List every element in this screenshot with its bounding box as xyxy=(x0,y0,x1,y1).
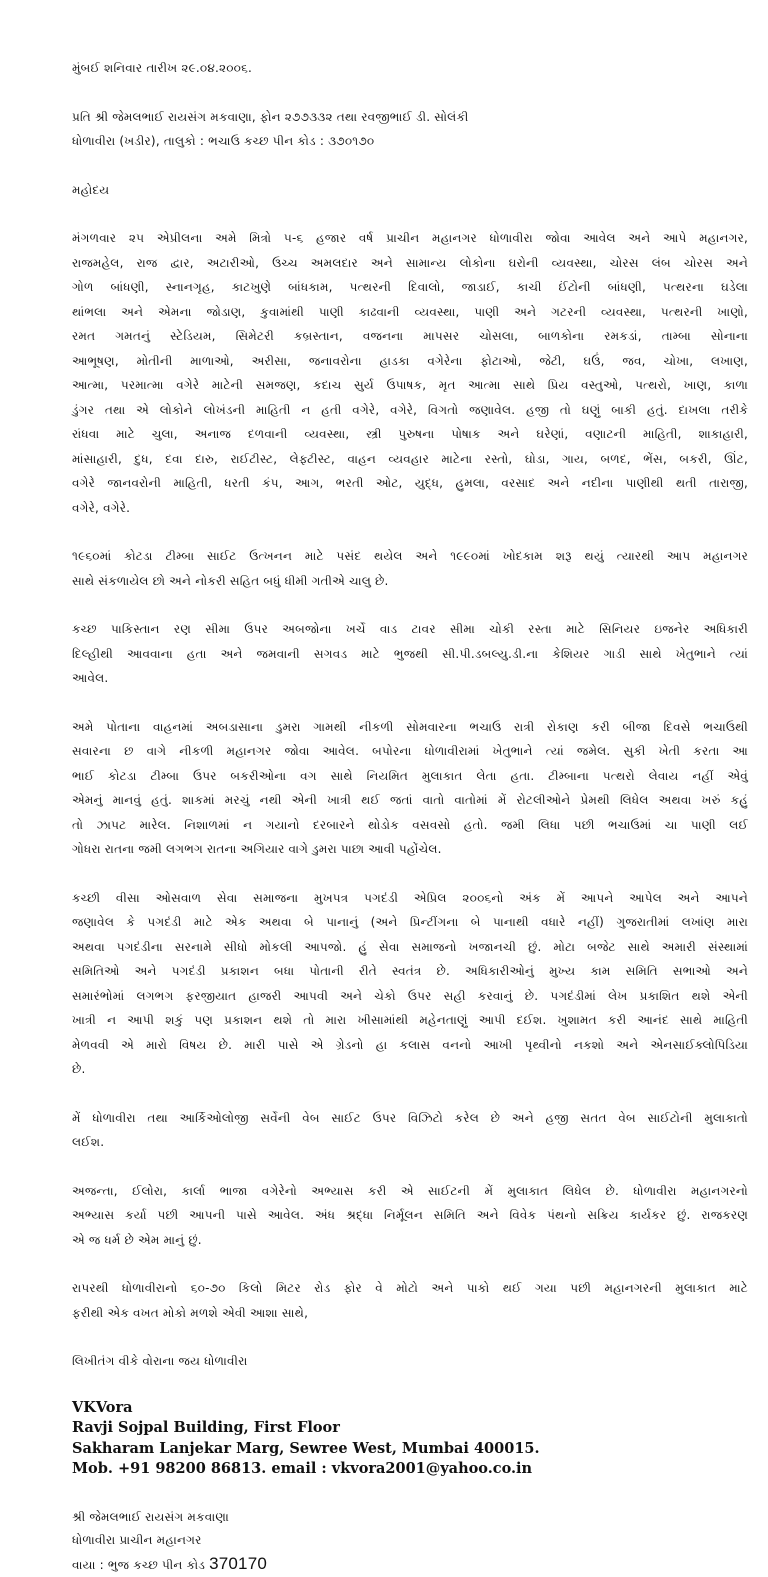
body-paragraph xyxy=(72,886,748,1082)
paragraph-line: ૧૯૬૦માં કોટડા ટીમ્બા સાઈટ ઉત્ખનન માટે પસંદ થયેલ અને ૧૯૯૦માં ખોદકામ શરૂ થયું ત્યારથી આપ મહાનગર xyxy=(72,549,748,563)
address-line: ધોળાવીરા પ્રાચીન મહાનગર xyxy=(72,1532,202,1547)
signature-contact: Mob. +91 98200 86813. email : vkvora2001@yahoo.co.in xyxy=(72,1460,533,1477)
paragraph-line: દિલ્હીથી આવવાના હતા અને જમવાની સગવડ માટે ભુજથી સી.પી.ડબલ્યુ.ડી.ના કેશિયર ગાડી સાથે ખેતુભાને ત્યાં xyxy=(72,646,748,661)
paragraph-line: થાંભલા અને એમના જોડાણ, કુવામાંથી પાણી કાઢવાની વ્યવસ્થા, પાણી અને ગટરની વ્યવસ્થા, પત્થરની ખાણો, xyxy=(72,304,748,319)
paragraph-line: એ જ ધર્મ છે એમ માનું છું. xyxy=(72,1232,202,1247)
paragraph-line: જણાવેલ કે પગદંડી માટે એક અથવા બે પાનાનું (અને પ્રિન્ટીંગના બે પાનાથી વધારે નહીં) ગુજરાતીમાં લખાંણ મારા xyxy=(72,915,748,929)
paragraph-line: રાપરથી ધોળાવીરાનો ૬૦-૭૦ કિલો મિટર રોડ ફોર વે મોટો અને પાકો થઈ ગયા પછી મહાનગરની મુલાકાત માટે xyxy=(72,1281,748,1295)
recipient-block xyxy=(72,105,748,154)
paragraph-line: ખાત્રી ન આપી શકું પણ પ્રકાશન થશે તો મારા ખીસામાંથી મહેનતાણું આપી દઈશ. ખુશામત કરી આનંદ સાથે માહિતી xyxy=(72,1013,748,1027)
closing-text: લિખીતંગ વીકે વોરાના જય ધોળાવીરા xyxy=(72,1354,248,1368)
paragraph-line: ગોળ બાંધણી, સ્નાનગૃહ, કાટખુણે બાંધકામ, પત્થરની દિવાલો, જાડાઈ, કાચી ઈંટોની બાંધણી, પત્થરના ઘડેલા xyxy=(72,280,748,294)
paragraph-line: લઈશ. xyxy=(72,1135,105,1149)
body-paragraph xyxy=(72,1179,748,1253)
paragraph-line: સાથે સંકળાયેલ છો અને નોકરી સહિત બધું ધીમી ગતીએ ચાલુ છે. xyxy=(72,573,389,588)
paragraph-line: ફરીથી એક વખત મોકો મળશે એવી આશા સાથે, xyxy=(72,1305,309,1320)
paragraph-line: તો ઝાપટ મારેલ. નિશાળમાં ન ગયાનો દરબારને થોડોક વસવસો હતો. જમી લિધા પછી ભચાઉમાં ચા પાણી લઈ xyxy=(72,817,748,832)
paragraph-line: છે. xyxy=(72,1062,86,1076)
paragraph-line: રમત ગમતનું સ્ટેડિયમ, સિમેટરી કબ્રસ્તાન, વજનના માપસર ચોસલા, બાળકોના રમકડાં, તામ્બા સોનાના xyxy=(72,329,748,343)
address-pin-label: વાયા : ભુજ કચ્છ પીન કોડ xyxy=(72,1557,206,1572)
letter-body xyxy=(72,226,748,1325)
salutation-text: મહોદય xyxy=(72,182,110,197)
body-paragraph xyxy=(72,1106,748,1155)
pin-code: 370170 xyxy=(209,1553,268,1573)
paragraph-line: આવેલ. xyxy=(72,671,109,685)
paragraph-line: અથવા પગદંડીના સરનામે સીધો મોકલી આપજો. હું સેવા સમાજનો ખજાનચી છું. મોટા બજેટ સાથે અમારી સંસ્થામાં xyxy=(72,939,748,954)
signature-block xyxy=(72,1398,748,1480)
paragraph-line: મેં ધોળાવીરા તથા આર્કિઓલોજી સર્વેની વેબ સાઈટ ઉપર વિઝિટો કરેલ છે અને હજી સતત વેબ સાઈટોની મુલાકાતો xyxy=(72,1110,748,1125)
recipient-line: પ્રતિ શ્રી જેમલભાઈ રાયસંગ મકવાણા, ફોન ૨૭૭૩૩૨ તથા રવજીભાઈ ડી. સોલંકી xyxy=(72,109,469,124)
paragraph-line: સવારના છ વાગે નીકળી મહાનગર જોવા આવેલ. બપોરના ધોળાવીરામાં ખેતુભાને ત્યાં જમેલ. સુકી ખેતી કરતા આ xyxy=(72,744,748,758)
paragraph-line: મંગળવાર ૨૫ એપ્રીલના અમે મિત્રો ૫-૬ હજાર વર્ષ પ્રાચીન મહાનગર ધોળાવીરા જોવા આવેલ અને આપે મહાનગર, xyxy=(72,231,748,245)
paragraph-line: અભ્યાસ કર્યા પછી આપની પાસે આવેલ. અંધ શ્રદ્ધા નિર્મૂલન સમિતિ અને વિવેક પંથનો સક્રિય કાર્યકર છું. રાજકરણ xyxy=(72,1208,748,1222)
paragraph-line: સમારંભોમાં લગભગ ફરજીયાત હાજરી આપવી અને ચેકો ઉપર સહી કરવાનું છે. પગદંડીમાં લેખ પ્રકાશિત થશે એની xyxy=(72,988,748,1003)
body-paragraph xyxy=(72,617,748,691)
paragraph-line: ગોધરા રાતના જમી લગભગ રાતના અગિયાર વાગે ડુમરા પાછા આવી પહોંચેલ. xyxy=(72,842,442,856)
paragraph-line: ડુંગર તથા એ લોકોને લોખંડની માહિતી ન હતી વગેરે, વગેરે, વિગતો જણાવેલ. હજી તો ઘણું બાકી હતું. દાખલા તરીકે xyxy=(72,402,748,417)
signature-street: Sakharam Lanjekar Marg, Sewree West, Mumbai 400015. xyxy=(72,1439,540,1457)
paragraph-line: અમે પોતાના વાહનમાં અબડાસાના ડુમરા ગામથી નીકળી સોમવારના ભચાઉ રાત્રી રોકાણ કરી બીજા દિવસે ભચાઉથી xyxy=(72,719,748,734)
postal-address-block xyxy=(72,1506,748,1577)
paragraph-line: માંસાહારી, દુધ, દવા દારુ, રાઈટીસ્ટ, લેફ્ટીસ્ટ, વાહન વ્યવહાર માટેના રસ્તો, ઘોડા, ગાય, બળદ, ભેંસ, બકરી, ઊંટ, xyxy=(72,451,748,466)
paragraph-line: સમિતિઓ અને પગદંડી પ્રકાશન બધા પોતાની રીતે સ્વતંત્ર છે. અધિકારીઓનું મુખ્ય કામ સમિતિ સભાઓ અને xyxy=(72,964,748,978)
paragraph-line: વગેરે, વગેરે. xyxy=(72,500,131,515)
paragraph-line: આત્મા, પરમાત્મા વગેરે માટેની સમજણ, કદાચ સુર્ય ઉપાષક, મૃત આત્મા સાથે પ્રિય વસ્તુઓ, પત્થરો, ખાણ, કાળા xyxy=(72,378,748,392)
paragraph-line: આભૂષણ, મોતીની માળાઓ, અરીસા, જનાવરોના હાડકા વગેરેના ફોટાઓ, જેટી, ઘઉં, જવ, ચોખા, લખાણ, xyxy=(72,353,748,368)
paragraph-line: એમનું માનવું હતું. શાકમાં મરચું નથી એની ખાત્રી થઈ જતાં વાતો વાતોમાં મેં રોટલીઓને પ્રેમથી લિધેલ અથવા ખરું કહું xyxy=(72,793,748,807)
body-paragraph xyxy=(72,226,748,520)
salutation xyxy=(72,178,748,203)
paragraph-line: અજન્તા, ઈલોરા, કાર્લા ભાજા વગેરેનો અભ્યાસ કરી એ સાઈટની મેં મુલાકાત લિધેલ છે. ધોળાવીરા મહાનગરનો xyxy=(72,1183,748,1198)
paragraph-line: કચ્છ પાકિસ્તાન રણ સીમા ઉપર અબજોના ખર્ચે વાડ ટાવર સીમા ચોકી રસ્તા માટે સિનિયર ઇજનેર અધિકારી xyxy=(72,622,748,636)
recipient-address-line: ધોળાવીરા (ખડીર), તાલુકો : ભચાઉ કચ્છ પીન કોડ : ૩૭૦૧૭૦ xyxy=(72,134,375,148)
paragraph-line: રાંધવા માટે ચુલા, અનાજ દળવાની વ્યવસ્થા, સ્ત્રી પુરુષના પોષાક અને ઘરેણાં, વણાટની માહિતી, શાકાહારી, xyxy=(72,427,748,441)
signature-building: Ravji Sojpal Building, First Floor xyxy=(72,1419,340,1436)
paragraph-line: રાજમહેલ, રાજ દ્વાર, અટારીઓ, ઉચ્ચ અમલદાર અને સામાન્ય લોકોના ઘરોની વ્યવસ્થા, ચોરસ લંબ ચોરસ અને xyxy=(72,255,748,270)
paragraph-line: વગેરે જાનવરોની માહિતી, ધરતી કંપ, આગ, ભરતી ઓટ, યુદ્ધ, હુમલા, વરસાદ અને નદીના પાણીથી થતી તારાજી, xyxy=(72,476,748,490)
closing xyxy=(72,1349,748,1374)
paragraph-line: ભાઈ કોટડા ટીમ્બા ઉપર બકરીઓના વગ સાથે નિયમિત મુલાકાત લેતા હતા. ટીમ્બાના પત્થરો લેવાય નહીં એવું xyxy=(72,768,748,783)
date-line xyxy=(72,56,748,81)
body-paragraph xyxy=(72,1276,748,1325)
paragraph-line: કચ્છી વીસા ઓસવાળ સેવા સમાજના મુખપત્ર પગદંડી એપ્રિલ ૨૦૦૬નો અંક મેં આપને આપેલ અને આપને xyxy=(72,890,748,905)
body-paragraph xyxy=(72,715,748,862)
body-paragraph xyxy=(72,544,748,593)
paragraph-line: મેળવવી એ મારો વિષય છે. મારી પાસે એ ગ્રેડનો હા કલાસ વનનો આખી પૃથ્વીનો નકશો અને એનસાઈક્લોપિડિયા xyxy=(72,1037,748,1052)
address-line: શ્રી જેમલભાઈ રાયસંગ મકવાણા xyxy=(72,1509,229,1524)
date-text: મુંબઈ શનિવાર તારીખ ૨૯.૦૪.૨૦૦૬. xyxy=(72,61,253,75)
signature-name: VKVora xyxy=(72,1398,133,1416)
address-pin-line xyxy=(72,1552,748,1577)
